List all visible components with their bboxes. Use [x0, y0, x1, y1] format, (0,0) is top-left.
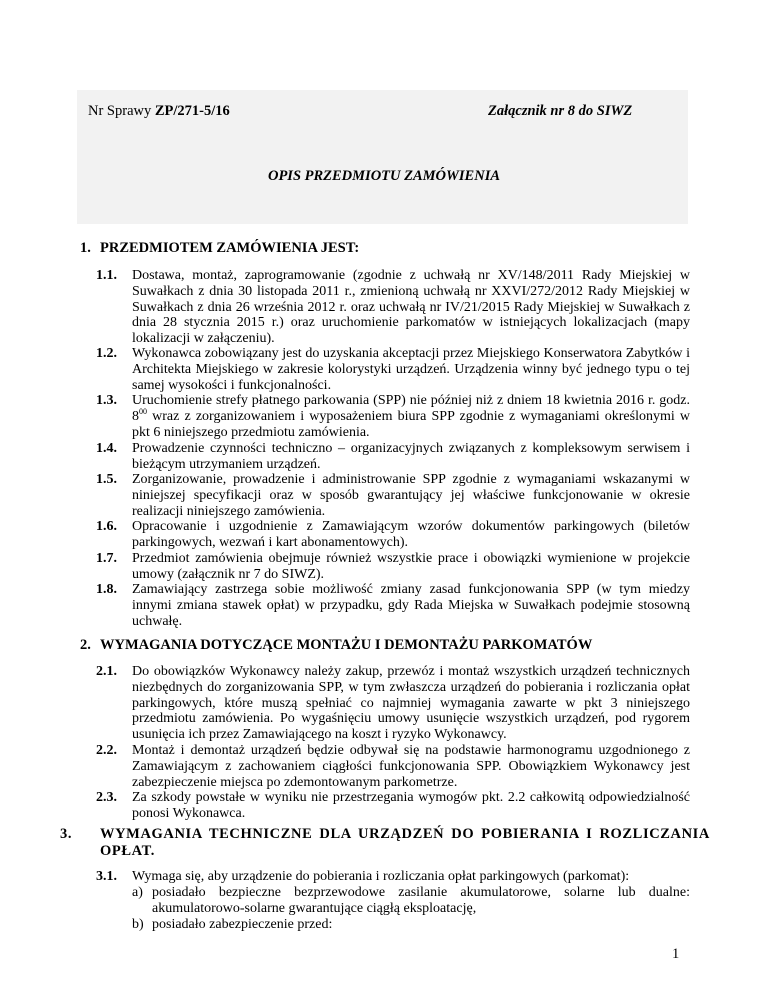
time-superscript: 00 [139, 406, 147, 416]
item-text [132, 393, 690, 440]
section-number: 3. [60, 826, 73, 842]
section-3-heading [60, 826, 710, 860]
item-number: 1.1. [96, 268, 117, 283]
item-number: 1.5. [96, 472, 117, 487]
item-number: 1.6. [96, 519, 117, 534]
item-number: 1.2. [96, 346, 117, 361]
item-text: Do obowiązków Wykonawcy należy zakup, przewóz i montaż wszystkich urządzeń technicznych niezbędnych do zorganizowania SPP, w tym zwłaszcza urządzeń do pobierania i rozliczania opłat parkingowych, które muszą spełniać co najmniej wymagania zawarte w pkt 3 niniejszego przedmiotu zamówienia. Po wygaśnięciu umowy usunięcie wszystkich urządzeń, pod rygorem usunięcia ich przez Zamawiającego na koszt i ryzyko Wykonawcy. [132, 664, 690, 743]
section-number: 1. [80, 240, 91, 256]
section-2-heading [80, 637, 690, 654]
item-text: Opracowanie i uzgodnienie z Zamawiającym wzorów dokumentów parkingowych (biletów parkingowych, wezwań i kart abonamentowych). [132, 519, 690, 550]
item-text: Dostawa, montaż, zaprogramowanie (zgodnie z uchwałą nr XV/148/2011 Rady Miejskiej w Suwałkach z dnia 30 listopada 2011 r., zmienioną uchwałą nr XXVI/272/2012 Rady Miejskiej w Suwałkach z dnia 26 września 2012 r. oraz uchwałą nr IV/21/2015 Rady Miejskiej w Suwałkach z dnia 28 stycznia 2015 r.) oraz uruchomienie parkomatów w istniejących lokalizacjach (mapy lokalizacji w załączeniu). [132, 268, 690, 347]
item-text-part: wraz z zorganizowaniem i wyposażeniem biura SPP zgodnie z wymaganiami określonymi w pkt 6 niniejszego przedmiotu zamówienia. [132, 408, 690, 440]
case-reference [88, 103, 230, 120]
list-item [96, 582, 690, 629]
item-number: 2.2. [96, 743, 117, 758]
list-item [96, 441, 690, 473]
item-number: 2.1. [96, 664, 117, 679]
list-item [96, 268, 690, 347]
sub-list-item [132, 885, 690, 917]
item-number: 3.1. [96, 869, 117, 884]
sub-item-letter: a) [132, 885, 143, 900]
item-text: Zorganizowanie, prowadzenie i administrowanie SPP zgodnie z wymaganiami wskazanymi w niniejszej specyfikacji oraz w sposób gwarantujący jej właściwe funkcjonowanie w okresie realizacji niniejszego zamówienia. [132, 472, 690, 519]
page-number: 1 [672, 946, 680, 962]
item-text: Prowadzenie czynności techniczno – organizacyjnych związanych z kompleksowym serwisem i bieżącym utrzymaniem urządzeń. [132, 441, 690, 472]
list-item [96, 664, 690, 743]
item-number: 1.7. [96, 551, 117, 566]
case-reference-prefix: Nr Sprawy [88, 103, 155, 119]
item-text: Wymaga się, aby urządzenie do pobierania i rozliczania opłat parkingowych (parkomat): [132, 869, 630, 884]
sub-list-item [132, 917, 690, 933]
list-item [96, 790, 690, 822]
item-number: 1.3. [96, 393, 117, 408]
item-text: Wykonawca zobowiązany jest do uzyskania akceptacji przez Miejskiego Konserwatora Zabytków i Architekta Miejskiego w zakresie kolorystyki urządzeń. Urządzenia winny być jednego typu o tej samej wysokości i funkcjonalności. [132, 346, 690, 393]
case-reference-number: ZP/271-5/16 [154, 103, 230, 119]
document-title: OPIS PRZEDMIOTU ZAMÓWIENIA [267, 168, 501, 184]
annex-label: Załącznik nr 8 do SIWZ [488, 103, 633, 119]
item-number: 2.3. [96, 790, 117, 805]
section-number: 2. [80, 637, 91, 653]
section-1-heading [80, 240, 690, 257]
list-item [96, 472, 690, 519]
item-number: 1.8. [96, 582, 117, 597]
item-number: 1.4. [96, 441, 117, 456]
item-text-part: Uruchomienie strefy płatnego parkowania (SPP) nie później niż z dniem 18 kwietnia 2016 r. godz. 8 [132, 393, 690, 424]
list-item [96, 393, 690, 440]
sub-item-letter: b) [132, 917, 144, 932]
sub-item-text: posiadało bezpieczne bezprzewodowe zasilanie akumulatorowe, solarne lub dualne: akumulatorowo-solarne gwarantujące ciągłą eksploatację, [152, 885, 690, 916]
item-text: Montaż i demontaż urządzeń będzie odbywał się na podstawie harmonogramu uzgodnionego z Zamawiającym z zachowaniem ciągłości funkcjonowania SPP. Obowiązkiem Wykonawcy jest zabezpieczenie miejsca po zdemontowanym parkometrze. [132, 743, 690, 790]
item-text: Zamawiający zastrzega sobie możliwość zmiany zasad funkcjonowania SPP (w tym miedzy innymi zmiana stawek opłat) w przypadku, gdy Rada Miejska w Suwałkach podejmie stosowną uchwałę. [132, 582, 690, 629]
item-text: Przedmiot zamówienia obejmuje również wszystkie prace i obowiązki wymienione w projekcie umowy (załącznik nr 7 do SIWZ). [132, 551, 690, 582]
section-title: PRZEDMIOTEM ZAMÓWIENIA JEST: [100, 240, 360, 256]
list-item [96, 551, 690, 583]
list-item [96, 743, 690, 790]
sub-item-text: posiadało zabezpieczenie przed: [152, 917, 333, 932]
list-item [96, 519, 690, 551]
list-item [96, 869, 690, 885]
section-title: WYMAGANIA TECHNICZNE DLA URZĄDZEŃ DO POBIERANIA I ROZLICZANIA OPŁAT. [100, 826, 710, 859]
list-item [96, 346, 690, 393]
section-title: WYMAGANIA DOTYCZĄCE MONTAŻU I DEMONTAŻU PARKOMATÓW [100, 637, 593, 653]
item-text: Za szkody powstałe w wyniku nie przestrzegania wymogów pkt. 2.2 całkowitą odpowiedzialność ponosi Wykonawca. [132, 790, 690, 821]
